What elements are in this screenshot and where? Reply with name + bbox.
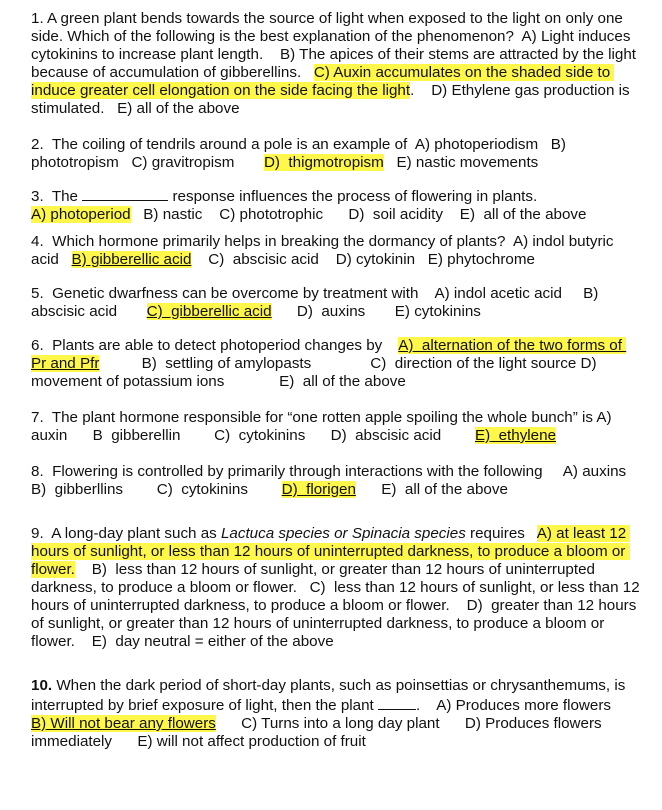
question-10-answer-highlight: B) Will not bear any flowers <box>31 715 216 732</box>
question-2-answer-highlight: D) thigmotropism <box>263 154 384 171</box>
question-1-answer-highlight: C) Auxin accumulates on the shaded side to induce greater cell elongation on the side facing the light <box>31 64 615 99</box>
question-1-text-b: . D) Ethylene gas production is stimulated. E) all of the above <box>31 82 634 117</box>
question-4 <box>31 233 641 269</box>
question-9-text-a: 9. A long-day plant such as <box>31 525 221 542</box>
question-5-answer-highlight: C) gibberellic acid <box>146 303 272 320</box>
question-10-text-c: C) Turns into a long day plant D) Produces flowers immediately E) will not affect production of fruit <box>31 715 606 750</box>
question-3-answer-highlight: A) photoperiod <box>31 206 131 223</box>
question-10-text-b: . A) Produces more flowers <box>416 697 637 714</box>
question-8-text-b: E) all of the above <box>355 481 508 498</box>
question-4-text-a: 4. Which hormone primarily helps in breaking the dormancy of plants? A) indol butyric acid <box>31 233 618 268</box>
question-2-text-a: 2. The coiling of tendrils around a pole is an example of A) photoperiodism B) phototropism C) gravitropism <box>31 136 571 171</box>
question-1 <box>31 10 641 118</box>
question-2-text-b: E) nastic movements <box>383 154 539 171</box>
question-5-text-b: D) auxins E) cytokinins <box>271 303 481 320</box>
question-2 <box>31 136 641 172</box>
question-10-blank <box>378 695 416 710</box>
question-8-answer-highlight: D) florigen <box>281 481 356 498</box>
question-5-text-a: 5. Genetic dwarfness can be overcome by treatment with A) indol acetic acid B) abscisic acid <box>31 285 603 320</box>
quiz-page <box>31 10 652 751</box>
question-4-text-b: C) abscisic acid D) cytokinin E) phytochrome <box>191 251 535 268</box>
question-9-answer-highlight: A) at least 12 hours of sunlight, or less than 12 hours of uninterrupted darkness, to produce a bloom or flower. <box>31 525 631 578</box>
question-7 <box>31 409 641 445</box>
question-8 <box>31 463 652 499</box>
question-6-text-b: B) settling of amylopasts C) direction of the light source D) movement of potassium ions E) all of the above <box>31 355 605 390</box>
question-10-number: 10. <box>31 677 53 694</box>
question-6-text-a: 6. Plants are able to detect photoperiod changes by <box>31 337 399 354</box>
question-7-answer-highlight: E) ethylene <box>474 427 557 444</box>
question-4-answer-highlight: B) gibberellic acid <box>71 251 192 268</box>
question-1-text-a: 1. A green plant bends towards the source of light when exposed to the light on only one side. Which of the following is the best explanation of the phenomenon? A) Light induces cytokinins to increase plant length. B) The apices of their stems are attracted by the light because of accumulation of gibberellins. <box>31 10 641 81</box>
question-6 <box>31 337 641 391</box>
question-3-blank <box>82 186 168 201</box>
question-10-text-a: When the dark period of short-day plants, such as poinsettias or chrysanthemums, is interrupted by brief exposure of light, then the plant <box>31 677 630 714</box>
question-3-text-b: B) nastic C) phototrophic D) soil acidity E) all of the above <box>130 206 587 223</box>
question-9-text-c: B) less than 12 hours of sunlight, or greater than 12 hours of uninterrupted darkness, to produce a bloom or flower. C) less than 12 hours of sunlight, or less than 12 hours of uninterrupted darkness, to produce a bloom or flower. D) greater than 12 hours of sunlight, or greater than 12 hours of uninterrupted darkness, to produce a bloom or flower. E) day neutral = either of the above <box>31 561 644 650</box>
question-3-number: 3. The <box>31 188 79 205</box>
question-8-text-a: 8. Flowering is controlled by primarily through interactions with the following A) auxins B) gibberllins C) cytokinins <box>31 463 652 498</box>
question-3 <box>31 186 641 224</box>
question-6-answer-highlight: A) alternation of the two forms of Pr and Pfr <box>31 337 627 372</box>
question-7-text-a: 7. The plant hormone responsible for “one rotten apple spoiling the whole bunch” is A) auxin B gibberellin C) cytokinins D) abscisic acid <box>31 409 621 444</box>
question-9-species: Lactuca species or Spinacia species <box>220 525 466 542</box>
question-9 <box>31 525 644 651</box>
question-5 <box>31 285 641 321</box>
question-3-text-a: response influences the process of flowering in plants. <box>168 188 538 205</box>
question-10 <box>31 677 641 751</box>
question-9-text-b: requires <box>465 525 537 542</box>
